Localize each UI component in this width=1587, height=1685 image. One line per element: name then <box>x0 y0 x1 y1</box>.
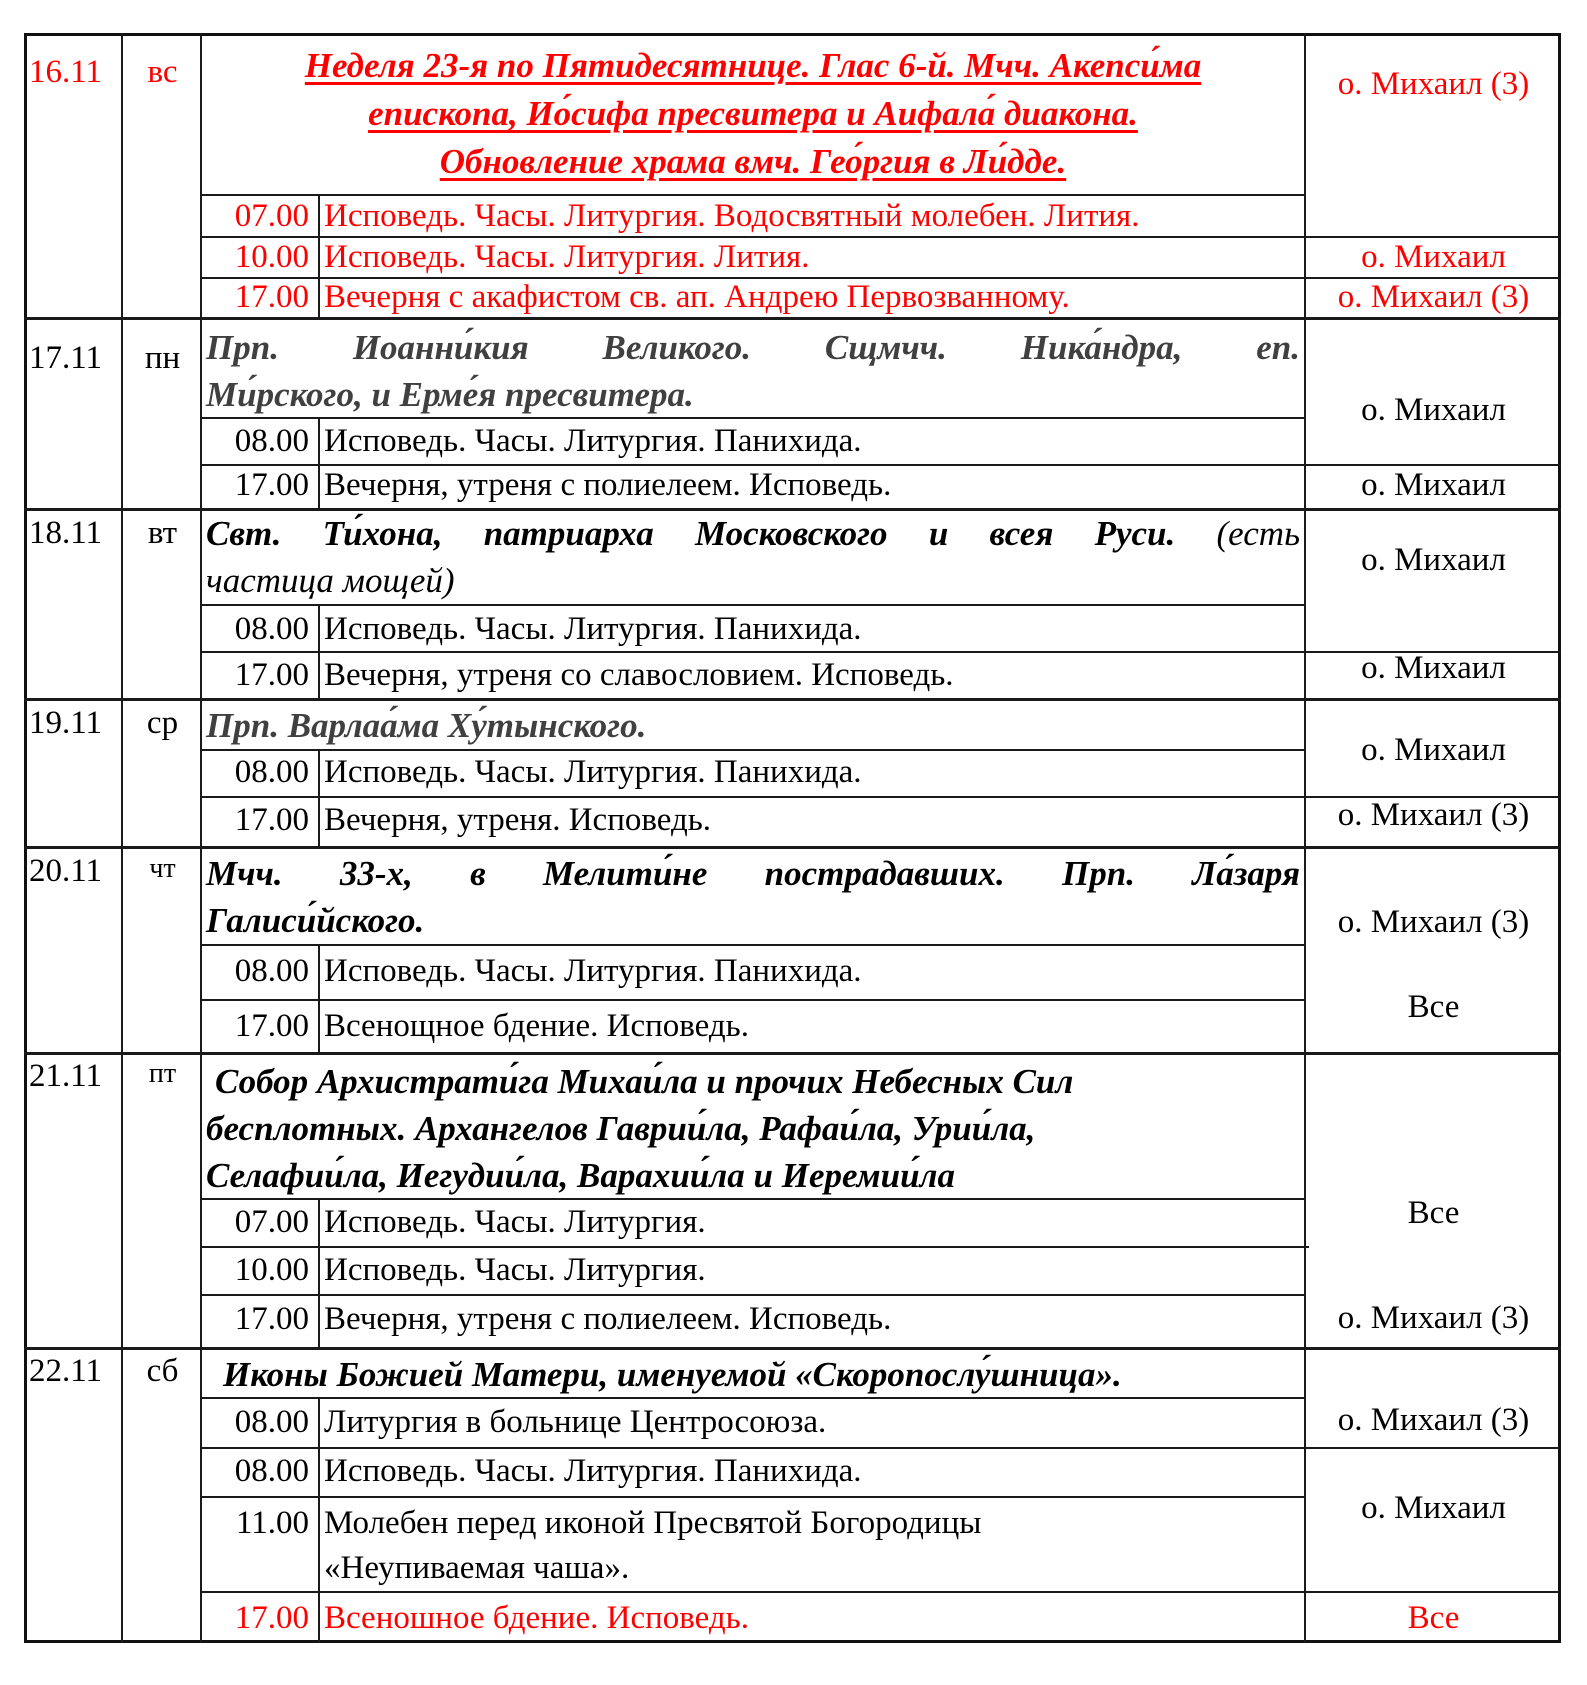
priest: о. Михаил <box>1361 542 1506 578</box>
time-divider <box>318 945 320 1053</box>
time-divider <box>318 1199 320 1348</box>
weekday: вт <box>147 515 178 551</box>
service-text: Вечерня, утреня с полиелеем. Исповедь. <box>324 467 892 503</box>
service-text: Исповедь. Часы. Литургия. Панихида. <box>324 953 862 989</box>
service-text: Всеношное бдение. Исповедь. <box>324 1600 749 1636</box>
priest: о. Михаил (3) <box>1337 66 1530 102</box>
service-time: 08.00 <box>234 953 309 989</box>
time-divider <box>318 750 320 847</box>
row-line <box>201 1496 1305 1498</box>
feast-heading-line3: Селафии́ла, Иегудии́ла, Варахии́ла и Иеремии́ла <box>206 1156 956 1195</box>
saint-heading-line2: Ми́рского, и Ерме́я пресвитера. <box>206 375 694 414</box>
time-divider <box>318 418 320 509</box>
col-divider-priest <box>1304 33 1306 1643</box>
service-time: 11.00 <box>235 1505 309 1541</box>
row-line <box>201 999 1305 1001</box>
day-separator <box>24 698 1561 701</box>
time-divider <box>318 195 320 318</box>
service-time: 17.00 <box>234 1008 309 1044</box>
priest: о. Михаил <box>1361 1490 1506 1526</box>
service-text: Исповедь. Часы. Литургия. Панихида. <box>324 611 862 647</box>
heading-line: Неделя 23-я по Пятидесятнице. Глас 6-й. Мчч. Акепси́ма <box>304 46 1202 85</box>
row-line <box>201 1198 1305 1200</box>
priest: о. Михаил <box>1361 732 1506 768</box>
priest: о. Михаил <box>1361 650 1506 686</box>
day-separator <box>24 846 1561 849</box>
service-text: Вечерня, утреня. Исповедь. <box>324 802 712 838</box>
service-time: 10.00 <box>234 1252 309 1288</box>
service-text: Исповедь. Часы. Литургия. Водосвятный молебен. Лития. <box>324 198 1140 234</box>
service-text: Вечерня, утреня с полиелеем. Исповедь. <box>324 1301 892 1337</box>
day-separator <box>24 1347 1561 1350</box>
feast-heading-line2: бесплотных. Архангелов Гаврии́ла, Рафаи́ла, Урии́ла, <box>206 1109 1036 1148</box>
heading-line: епископа, Ио́сифа пресвитера и Аифала́ диакона. <box>368 94 1138 133</box>
service-time: 17.00 <box>234 657 309 693</box>
date: 17.11 <box>29 340 103 376</box>
day-separator <box>24 317 1561 320</box>
saint-heading <box>203 510 1303 557</box>
time-divider <box>318 1398 320 1643</box>
row-line <box>201 1294 1305 1296</box>
feast-heading <box>203 42 1303 186</box>
date: 22.11 <box>29 1353 103 1389</box>
priest: Все <box>1407 989 1460 1025</box>
row-line <box>201 1397 1305 1399</box>
priest: о. Михаил (3) <box>1337 904 1530 940</box>
saint-heading <box>203 324 1303 371</box>
weekday: чт <box>149 853 176 884</box>
service-text: Всенощное бдение. Исповедь. <box>324 1008 749 1044</box>
saint-heading <box>203 850 1303 897</box>
saint-heading: Прп. Варлаа́ма Ху́тынского. <box>206 706 647 745</box>
service-text: Вечерня с акафистом св. ап. Андрею Первозванному. <box>324 279 1070 315</box>
priest: о. Михаил (3) <box>1337 797 1530 833</box>
weekday: сб <box>146 1353 179 1389</box>
weekday: пн <box>144 340 181 376</box>
saint-heading-line2: Галиси́йского. <box>206 901 425 940</box>
service-time: 08.00 <box>234 423 309 459</box>
service-time: 17.00 <box>234 1600 309 1636</box>
priest: Все <box>1407 1600 1460 1636</box>
row-line <box>201 749 1305 751</box>
priest: о. Михаил (3) <box>1337 279 1530 315</box>
time-divider <box>318 605 320 699</box>
service-text: Молебен перед иконой Пресвятой Богородицы <box>324 1505 982 1541</box>
service-time: 17.00 <box>234 467 309 503</box>
service-time: 17.00 <box>234 802 309 838</box>
col-divider-date <box>121 33 123 1643</box>
date: 20.11 <box>29 853 103 889</box>
heading-note: (есть <box>1216 514 1300 553</box>
day-separator <box>24 1052 1561 1055</box>
date: 16.11 <box>29 54 103 90</box>
row-line <box>201 1246 1309 1248</box>
row-line <box>201 417 1305 419</box>
date: 18.11 <box>29 515 103 551</box>
feast-heading-line1: Собор Архистрати́га Михаи́ла и прочих Небесных Сил <box>215 1062 1074 1101</box>
row-line <box>201 1591 1561 1593</box>
priest: Все <box>1407 1195 1460 1231</box>
priest: о. Михаил (3) <box>1337 1402 1530 1438</box>
priest: о. Михаил <box>1361 239 1506 275</box>
col-divider-weekday <box>200 33 202 1643</box>
priest: о. Михаил <box>1361 467 1506 503</box>
service-text: Исповедь. Часы. Литургия. <box>324 1204 706 1240</box>
service-time: 08.00 <box>234 754 309 790</box>
service-time: 08.00 <box>234 1453 309 1489</box>
heading-line: Мчч. 33-х, в Мелити́не пострадавших. Прп. Ла́заря <box>206 854 1300 893</box>
row-line <box>201 1447 1561 1449</box>
service-text: Вечерня, утреня со славословием. Исповедь. <box>324 657 954 693</box>
service-time: 08.00 <box>234 611 309 647</box>
row-line <box>201 944 1305 946</box>
heading-line: Прп. Иоанни́кия Великого. Сщмчч. Ника́ндра, еп. <box>206 328 1300 367</box>
weekday: ср <box>146 705 179 741</box>
service-time: 17.00 <box>234 279 309 315</box>
row-line <box>201 604 1305 606</box>
service-text: Исповедь. Часы. Литургия. Панихида. <box>324 1453 862 1489</box>
weekday: вс <box>147 54 178 90</box>
service-text-cont: «Неупиваемая чаша». <box>324 1550 630 1586</box>
priest: о. Михаил <box>1361 392 1506 428</box>
heading-line: Обновление храма вмч. Гео́ргия в Ли́дде. <box>439 142 1067 181</box>
service-time: 07.00 <box>234 198 309 234</box>
service-time: 08.00 <box>234 1404 309 1440</box>
heading-note-line2: частица мощей) <box>206 561 455 600</box>
feast-heading: Иконы Божией Матери, именуемой «Скоропослу́шница». <box>223 1355 1122 1394</box>
service-text: Литургия в больнице Центросоюза. <box>324 1404 827 1440</box>
priest: о. Михаил (3) <box>1337 1300 1530 1336</box>
service-text: Исповедь. Часы. Литургия. Панихида. <box>324 423 862 459</box>
weekday: пт <box>148 1058 177 1089</box>
heading-bold: Свт. Ти́хона, патриарха Московского и всея Руси. <box>206 514 1176 553</box>
service-text: Исповедь. Часы. Литургия. Панихида. <box>324 754 862 790</box>
service-time: 17.00 <box>234 1301 309 1337</box>
date: 21.11 <box>29 1058 103 1094</box>
service-text: Исповедь. Часы. Литургия. Лития. <box>324 239 810 275</box>
service-time: 10.00 <box>234 239 309 275</box>
service-text: Исповедь. Часы. Литургия. <box>324 1252 706 1288</box>
date: 19.11 <box>29 705 103 741</box>
service-time: 07.00 <box>234 1204 309 1240</box>
